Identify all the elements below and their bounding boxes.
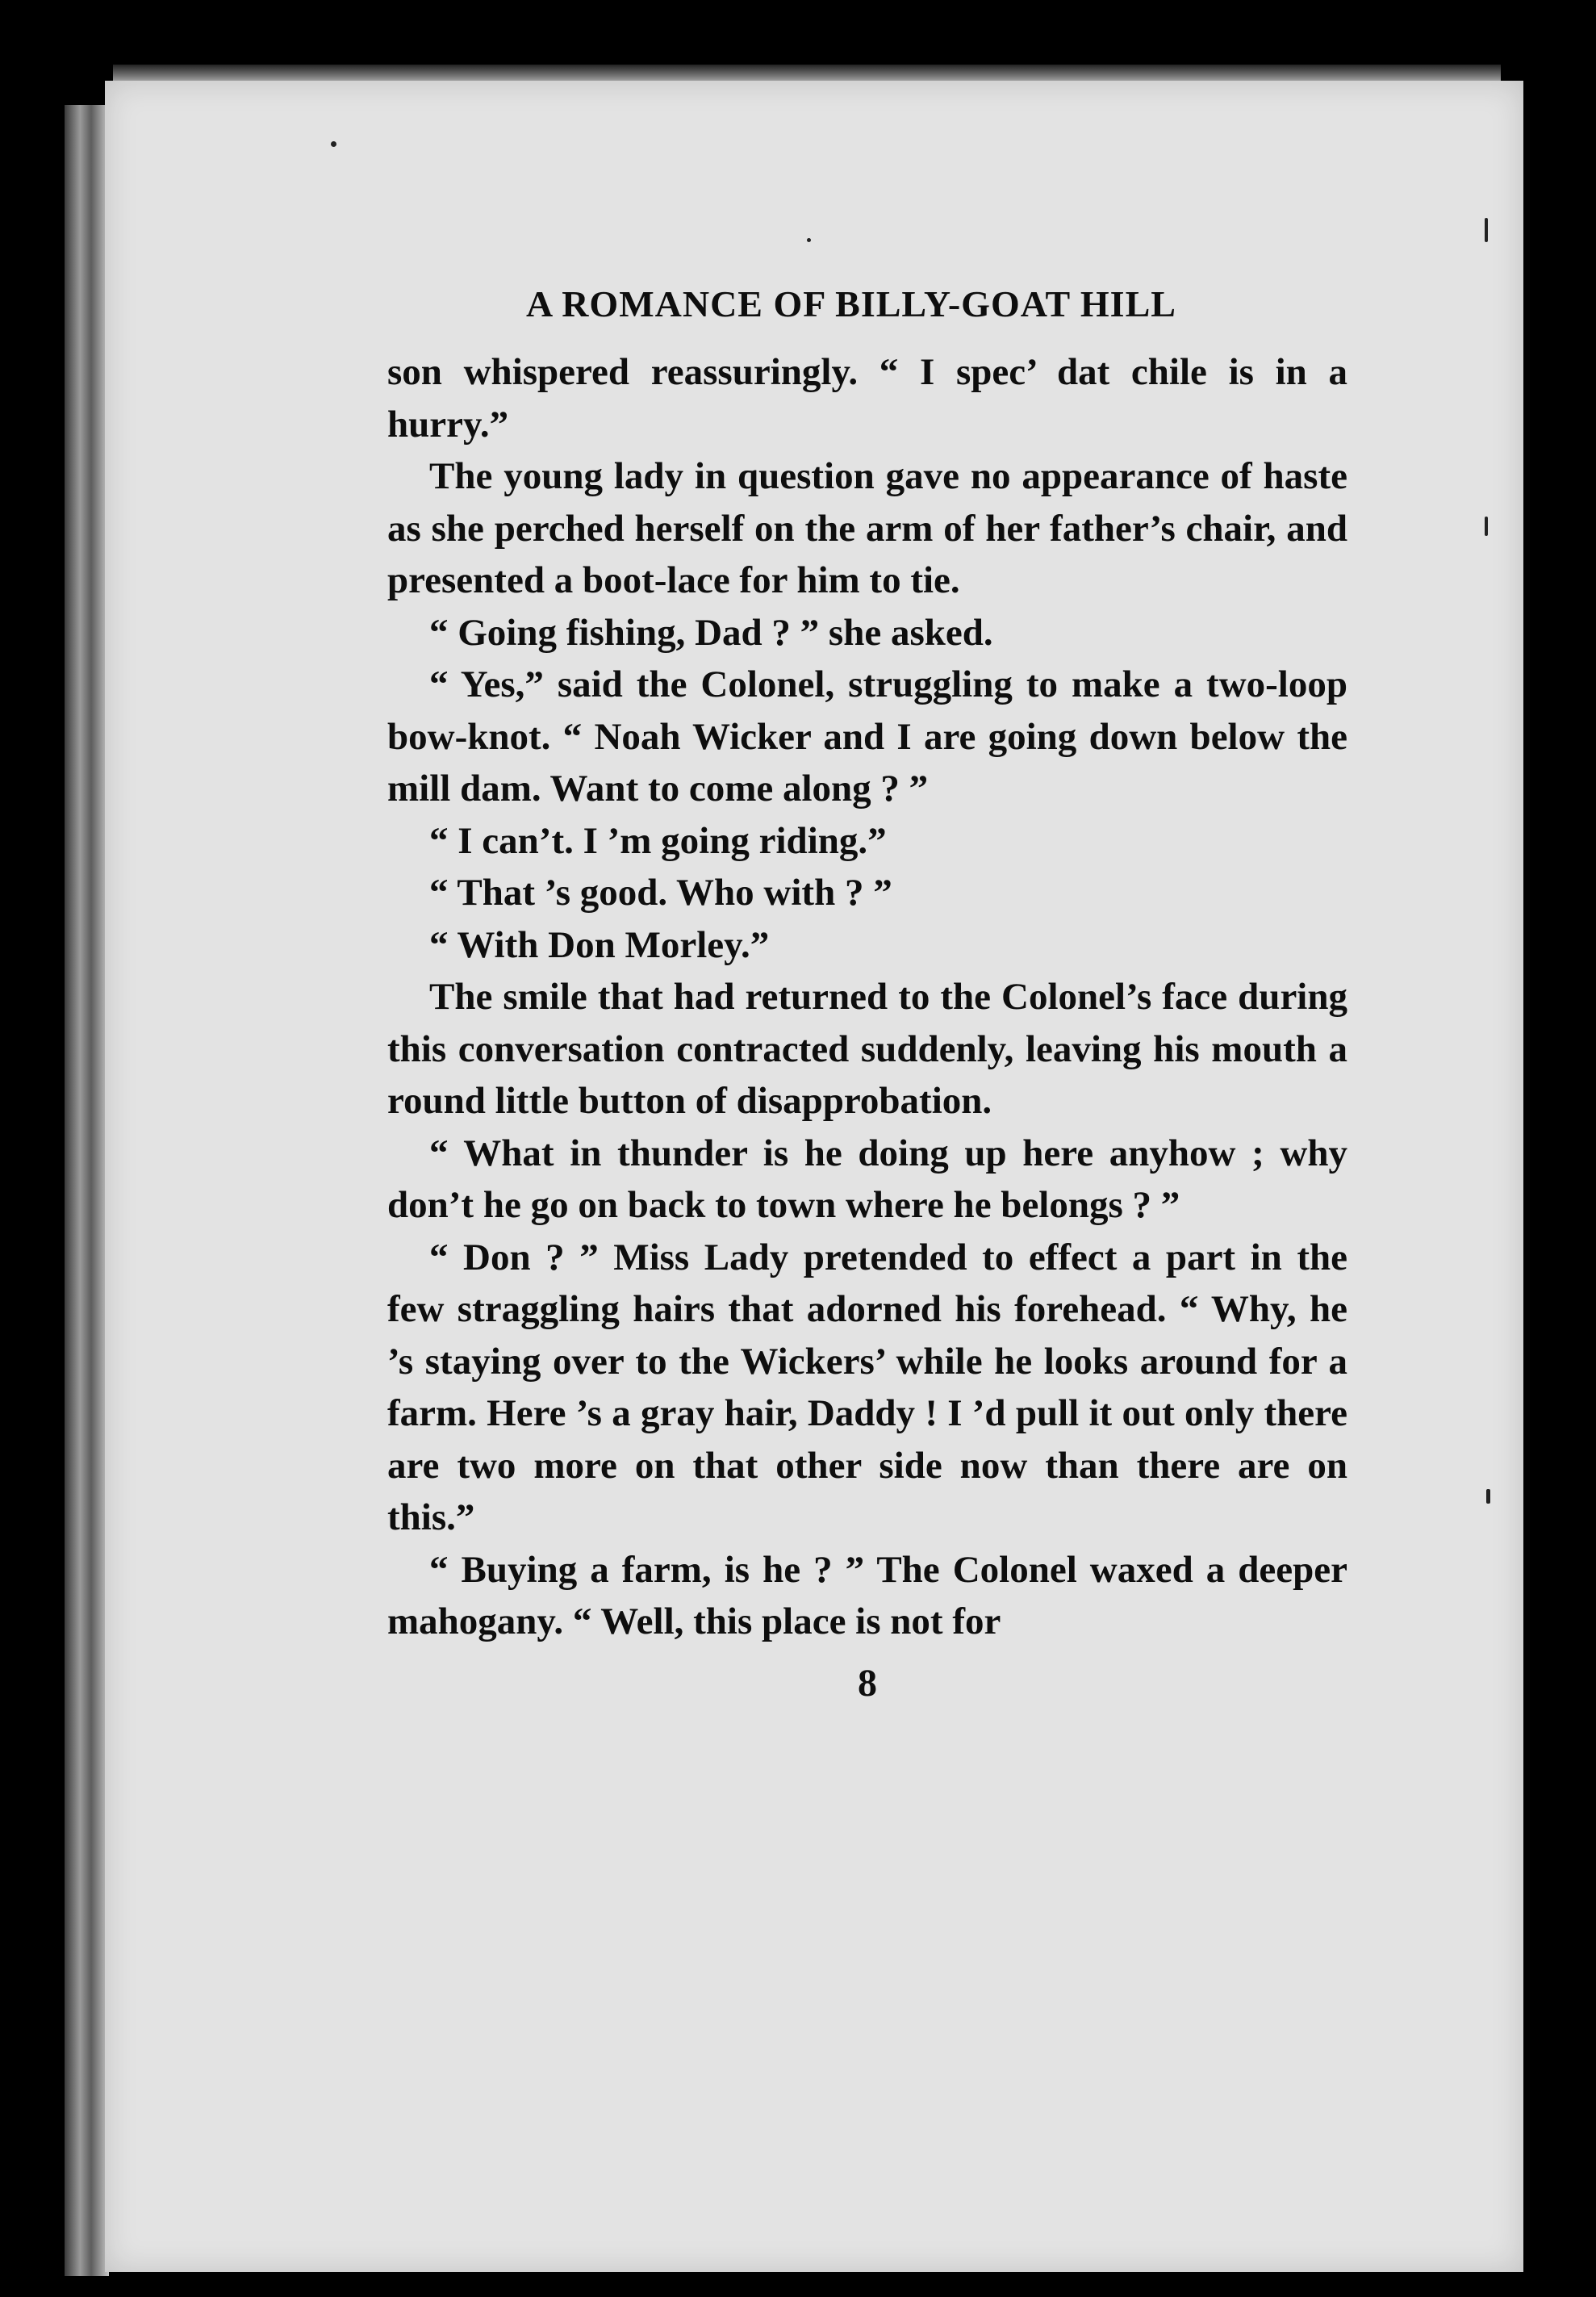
margin-mark [1485, 517, 1488, 536]
page-binding-edge [65, 105, 109, 2276]
margin-mark [1485, 218, 1488, 242]
paragraph: “ Don ? ” Miss Lady pretended to effect a part in the few straggling hairs that adorned his forehead. “ Why, he ’s staying over to the Wickers’ while he looks around for a farm. Here ’s a gray hair, Daddy ! I ’d pull it out only there are two more on that other side now than there are on this.” [387, 1236, 1347, 1538]
paragraph: “ I can’t. I ’m going riding.” [429, 819, 887, 862]
dust-speck [807, 238, 811, 242]
running-head: A ROMANCE OF BILLY-GOAT HILL [526, 283, 1176, 324]
paragraph: “ Yes,” said the Colonel, struggling to make a two-loop bow-knot. “ Noah Wicker and I are going down below the mill dam. Want to come along ? ” [387, 663, 1347, 810]
paragraph: “ That ’s good. Who with ? ” [429, 872, 892, 914]
paragraph: “ Going fishing, Dad ? ” she asked. [429, 611, 993, 654]
paragraph: “ With Don Morley.” [429, 923, 770, 966]
paragraph: The smile that had returned to the Colonel’s face during this conversation contracted suddenly, leaving his mouth a round little button of disapprobation. [387, 976, 1347, 1122]
page-number: 8 [858, 1661, 877, 1705]
text-block [387, 278, 1347, 1709]
paragraph: The young lady in question gave no appearance of haste as she perched herself on the arm of her father’s chair, and presented a boot-lace for him to tie. [387, 455, 1347, 601]
margin-mark [1486, 1489, 1490, 1504]
paragraph: “ Buying a farm, is he ? ” The Colonel waxed a deeper mahogany. “ Well, this place is not for [387, 1548, 1347, 1642]
paragraph: son whispered reassuringly. “ I spec’ dat chile is in a hurry.” [387, 351, 1347, 446]
dust-speck [331, 141, 336, 147]
paragraph: “ What in thunder is he doing up here anyhow ; why don’t he go on back to town where he belongs ? ” [387, 1132, 1347, 1226]
